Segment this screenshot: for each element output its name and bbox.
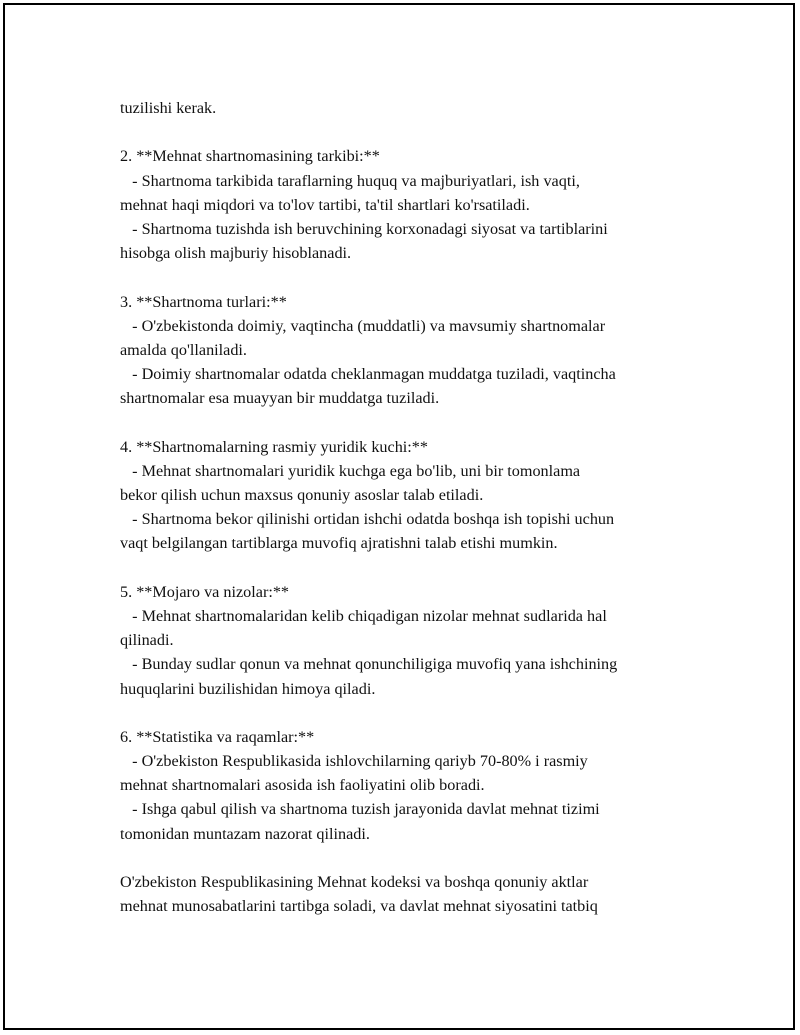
section-line: - Ishga qabul qilish va shartnoma tuzish jarayonida davlat mehnat tizimi [120,800,600,819]
section-line: amalda qo'llaniladi. [120,340,247,359]
section-heading: 5. **Mojaro va nizolar:** [120,582,290,601]
intro-tail-line: tuzilishi kerak. [120,99,217,117]
paragraph-gap [120,120,700,144]
section-line: mehnat haqi miqdori va to'lov tartibi, ta'til shartlari ko'rsatiladi. [120,195,530,214]
section-line: bekor qilish uchun maxsus qonuniy asoslar talab etiladi. [120,486,484,504]
section-line: - Shartnoma bekor qilinishi ortidan ishchi odatda boshqa ish topishi uchun [120,510,615,529]
section-heading: 6. **Statistika va raqamlar:** [120,727,315,746]
section-heading: 4. **Shartnomalarning rasmiy yuridik kuchi:** [120,437,428,456]
paragraph-gap [120,410,700,434]
section-line: - Doimiy shartnomalar odatda cheklanmagan muddatga tuziladi, vaqtincha [120,365,616,384]
paragraph-gap [120,701,700,725]
section-line: - O'zbekistonda doimiy, vaqtincha (muddatli) va mavsumiy shartnomalar [120,316,606,335]
section-line: vaqt belgilangan tartiblarga muvofiq ajratishni talab etishi mumkin. [120,534,558,553]
section-line: - Shartnoma tuzishda ish beruvchining korxonadagi siyosat va tartiblarini [120,219,608,238]
section-line: - Mehnat shartnomalari yuridik kuchga ega bo'lib, uni bir tomonlama [120,461,581,480]
section-line: - Mehnat shartnomalaridan kelib chiqadigan nizolar mehnat sudlarida hal [120,606,607,625]
paragraph-gap [120,846,700,870]
section-line: mehnat shartnomalari asosida ish faoliyatini olib boradi. [120,776,485,795]
paragraph-gap [120,265,700,289]
section-line: - Bunday sudlar qonun va mehnat qonunchiligiga muvofiq yana ishchining [120,655,618,674]
closing-line: mehnat munosabatlarini tartibga soladi, va davlat mehnat siyosatini tatbiq [120,897,598,916]
section-line: tomonidan muntazam nazorat qilinadi. [120,824,370,843]
paragraph-gap [120,556,700,580]
section-line: - Shartnoma tarkibida taraflarning huquq va majburiyatlari, ish vaqti, [120,171,580,190]
section-heading: 3. **Shartnoma turlari:** [120,292,287,311]
section-line: huquqlarini buzilishidan himoya qiladi. [120,679,376,698]
section-line: shartnomalar esa muayyan bir muddatga tuziladi. [120,389,440,408]
document-body [120,96,700,918]
closing-line: O'zbekiston Respublikasining Mehnat kodeksi va boshqa qonuniy aktlar [120,873,589,891]
section-line: hisobga olish majburiy hisoblanadi. [120,244,352,263]
page-frame [3,3,795,1030]
section-heading: 2. **Mehnat shartnomasining tarkibi:** [120,147,380,166]
section-line: - O'zbekiston Respublikasida ishlovchilarning qariyb 70-80% i rasmiy [120,752,588,771]
section-line: qilinadi. [120,631,174,650]
